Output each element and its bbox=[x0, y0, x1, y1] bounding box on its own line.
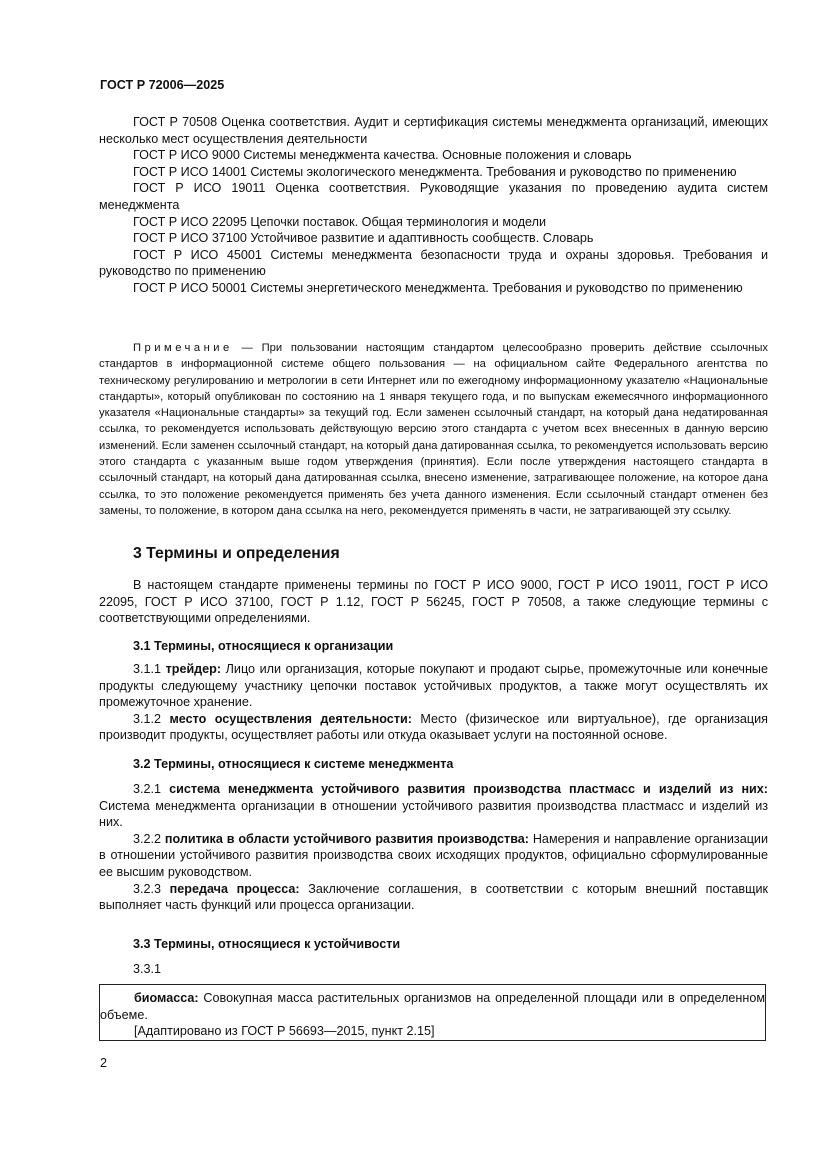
subsection-3-1-items bbox=[99, 661, 768, 744]
reference-item: ГОСТ Р ИСО 9000 Системы менеджмента качества. Основные положения и словарь bbox=[133, 148, 632, 163]
term-name: передача процесса: bbox=[169, 881, 300, 896]
term-number: 3.1.1 bbox=[133, 662, 166, 676]
term-name: политика в области устойчивого развития производства: bbox=[164, 831, 529, 846]
note-paragraph bbox=[99, 340, 768, 519]
page-number: 2 bbox=[100, 1056, 108, 1070]
reference-item: ГОСТ Р ИСО 45001 Системы менеджмента безопасности труда и охраны здоровья. Требования и руководство по применению bbox=[99, 247, 768, 279]
subsection-3-3-item bbox=[99, 961, 768, 978]
term-definition: Система менеджмента организации в отношении устойчивого развития производства пластмасс и изделий из них. bbox=[99, 798, 768, 830]
normative-references-list bbox=[99, 114, 768, 297]
subsection-title: 3.2 Термины, относящиеся к системе менеджмента bbox=[133, 757, 454, 771]
reference-item: ГОСТ Р ИСО 50001 Системы энергетического менеджмента. Требования и руководство по применению bbox=[133, 280, 743, 295]
term-entry bbox=[99, 881, 768, 914]
document-code-header: ГОСТ Р 72006—2025 bbox=[100, 78, 225, 92]
section-intro: В настоящем стандарте применены термины по ГОСТ Р ИСО 9000, ГОСТ Р ИСО 19011, ГОСТ Р ИСО 22095, ГОСТ Р ИСО 37100, ГОСТ Р 1.12, ГОСТ Р 56245, ГОСТ Р 70508, а также следующие термины с соответствующими определениями. bbox=[99, 578, 768, 626]
subsection-title: 3.1 Термины, относящиеся к организации bbox=[133, 639, 394, 653]
reference-item: ГОСТ Р ИСО 14001 Системы экологического менеджмента. Требования и руководство по применению bbox=[133, 164, 737, 179]
reference-item: ГОСТ Р 70508 Оценка соответствия. Аудит и сертификация системы менеджмента организаций, имеющих несколько мест осуществления деятельности bbox=[99, 115, 768, 146]
term-name: биомасса: bbox=[134, 991, 199, 1005]
term-number: 3.2.3 bbox=[133, 881, 170, 896]
term-definition: Заключение соглашения, в соответствии с которым внешний поставщик выполняет часть функций или процесса организации. bbox=[99, 881, 768, 913]
term-definition: Намерения и направление организации в отношении устойчивого развития производства своих исходящих продуктов, официально сформулированные ее высшим руководством. bbox=[99, 831, 768, 879]
subsection-3-2 bbox=[99, 756, 768, 773]
term-definition: Совокупная масса растительных организмов на определенной площади или в определенном объеме. bbox=[100, 991, 765, 1022]
subsection-title: 3.3 Термины, относящиеся к устойчивости bbox=[133, 937, 401, 951]
reference-item: ГОСТ Р ИСО 37100 Устойчивое развитие и адаптивность сообществ. Словарь bbox=[133, 231, 594, 246]
subsection-3-3 bbox=[99, 936, 768, 953]
term-number: 3.1.2 bbox=[133, 711, 170, 726]
term-entry bbox=[99, 781, 768, 831]
term-definition: Лицо или организация, которые покупают и продают сырье, промежуточные или конечные продукты следующему участнику цепочки поставок устойчивых продуктов, а также могут осуществлять их промежуточное хранение. bbox=[99, 662, 768, 710]
section-title: 3 Термины и определения bbox=[133, 545, 340, 562]
term-number: 3.2.1 bbox=[133, 782, 170, 796]
note-text: — При пользовании настоящим стандартом целесообразно проверить действие ссылочных стандартов в информационной системе общего пользования — на официальном сайте Федерального агентства по техническому регулированию и метрологии в сети Интернет или по ежегодному информационному указателю «Национальные стандарты», который опубликован по состоянию на 1 января текущего года, и по выпускам ежемесячного информационного указателя «Национальные стандарты» за текущий год. Если заменен ссылочный стандарт, на который дана недатированная ссылка, то рекомендуется использовать действующую версию этого стандарта с учетом всех внесенных в данную версию изменений. Если заменен ссылочный стандарт, на который дана датированная ссылка, то рекомендуется использовать версию этого стандарта с указанным выше годом утверждения (принятия). Если после утверждения настоящего стандарта в ссылочный стандарт, на который дана датированная ссылка, внесено изменение, затрагивающее положение, на которое дана ссылка, то это положение рекомендуется применять без учета данного изменения. Если ссылочный стандарт отменен без замены, то положение, в котором дана ссылка на него, рекомендуется применять в части, не затрагивающей эту ссылку. bbox=[99, 342, 768, 517]
term-entry bbox=[99, 711, 768, 744]
reference-item: ГОСТ Р ИСО 22095 Цепочки поставок. Общая терминология и модели bbox=[133, 214, 547, 229]
term-number: 3.2.2 bbox=[133, 831, 165, 846]
term-name: место осуществления деятельности: bbox=[169, 711, 412, 726]
term-name: система менеджмента устойчивого развития производства пластмасс и изделий из них: bbox=[169, 782, 768, 796]
term-name: трейдер: bbox=[165, 662, 222, 676]
subsection-3-2-items bbox=[99, 781, 768, 914]
section-3 bbox=[99, 544, 768, 564]
term-entry bbox=[99, 831, 768, 881]
note-block bbox=[99, 340, 768, 519]
term-definition-box bbox=[99, 984, 766, 1041]
section-3-intro-block bbox=[99, 577, 768, 627]
term-source: [Адаптировано из ГОСТ Р 56693—2015, пункт 2.15] bbox=[134, 1024, 435, 1039]
term-number: 3.3.1 bbox=[133, 962, 162, 976]
note-label: Примечание bbox=[133, 342, 233, 354]
subsection-3-1 bbox=[99, 638, 768, 655]
term-definition: Место (физическое или виртуальное), где организация производит продукты, осуществляет работы или откуда оказывает услуги на постоянной основе. bbox=[99, 711, 768, 743]
term-entry bbox=[100, 990, 765, 1023]
term-entry bbox=[99, 661, 768, 711]
reference-item: ГОСТ Р ИСО 19011 Оценка соответствия. Руководящие указания по проведению аудита систем менеджмента bbox=[99, 181, 768, 212]
